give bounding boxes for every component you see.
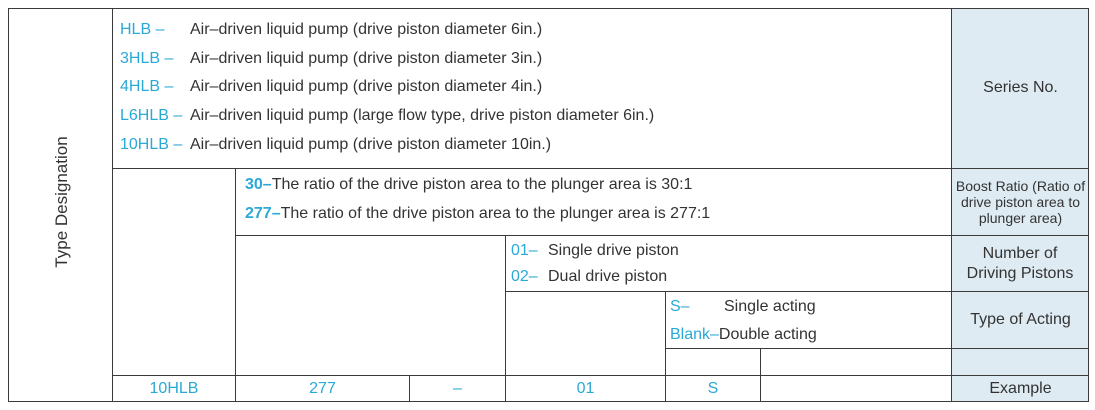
piston-desc: Dual drive piston [548, 268, 668, 285]
example-acting: S [707, 380, 719, 397]
type-designation-label: Type Designation [52, 136, 71, 268]
example-label: Example [989, 380, 1052, 397]
number-of-pistons-label: Number of Driving Pistons [966, 244, 1074, 282]
ratio-item [245, 204, 710, 224]
series-desc: Air–driven liquid pump (large flow type, drive piston diameter 6in.) [190, 107, 655, 124]
acting-item [670, 297, 816, 317]
type-of-acting-label: Type of Acting [970, 311, 1071, 328]
series-item [120, 106, 655, 126]
series-item [120, 20, 543, 40]
series-code: L6HLB – [120, 107, 183, 124]
acting-code: S– [670, 298, 690, 315]
piston-item [511, 241, 679, 261]
example-ratio: 277 [309, 380, 336, 397]
ratio-item [245, 175, 692, 195]
ratio-code: 277– [245, 205, 281, 222]
example-series: 10HLB [149, 380, 199, 397]
acting-code: Blank– [670, 326, 719, 343]
acting-item [670, 325, 817, 345]
piston-item [511, 267, 668, 287]
series-item [120, 49, 543, 69]
piston-code: 02– [511, 268, 538, 285]
example-pistons: 01 [576, 380, 595, 397]
series-no-label: Series No. [983, 79, 1058, 96]
series-desc: Air–driven liquid pump (drive piston diameter 6in.) [190, 21, 543, 38]
series-code: 4HLB – [120, 78, 174, 95]
series-desc: Air–driven liquid pump (drive piston diameter 3in.) [190, 50, 543, 67]
series-code: 3HLB – [120, 50, 174, 67]
boost-ratio-label: Boost Ratio (Ratio of drive piston area to plunger area) [955, 178, 1086, 226]
piston-code: 01– [511, 242, 538, 259]
series-item [120, 135, 552, 155]
series-desc: Air–driven liquid pump (drive piston diameter 4in.) [190, 78, 543, 95]
series-item [120, 77, 543, 97]
acting-desc: Double acting [718, 326, 817, 343]
series-desc: Air–driven liquid pump (drive piston diameter 10in.) [190, 136, 552, 153]
series-code: HLB – [120, 21, 165, 38]
ratio-code: 30– [245, 176, 272, 193]
acting-desc: Single acting [724, 298, 816, 315]
piston-desc: Single drive piston [548, 242, 679, 259]
ratio-desc: The ratio of the drive piston area to the plunger area is 30:1 [271, 176, 693, 193]
example-dash: – [453, 380, 462, 397]
ratio-desc: The ratio of the drive piston area to the plunger area is 277:1 [280, 205, 711, 222]
series-code: 10HLB – [120, 136, 183, 153]
